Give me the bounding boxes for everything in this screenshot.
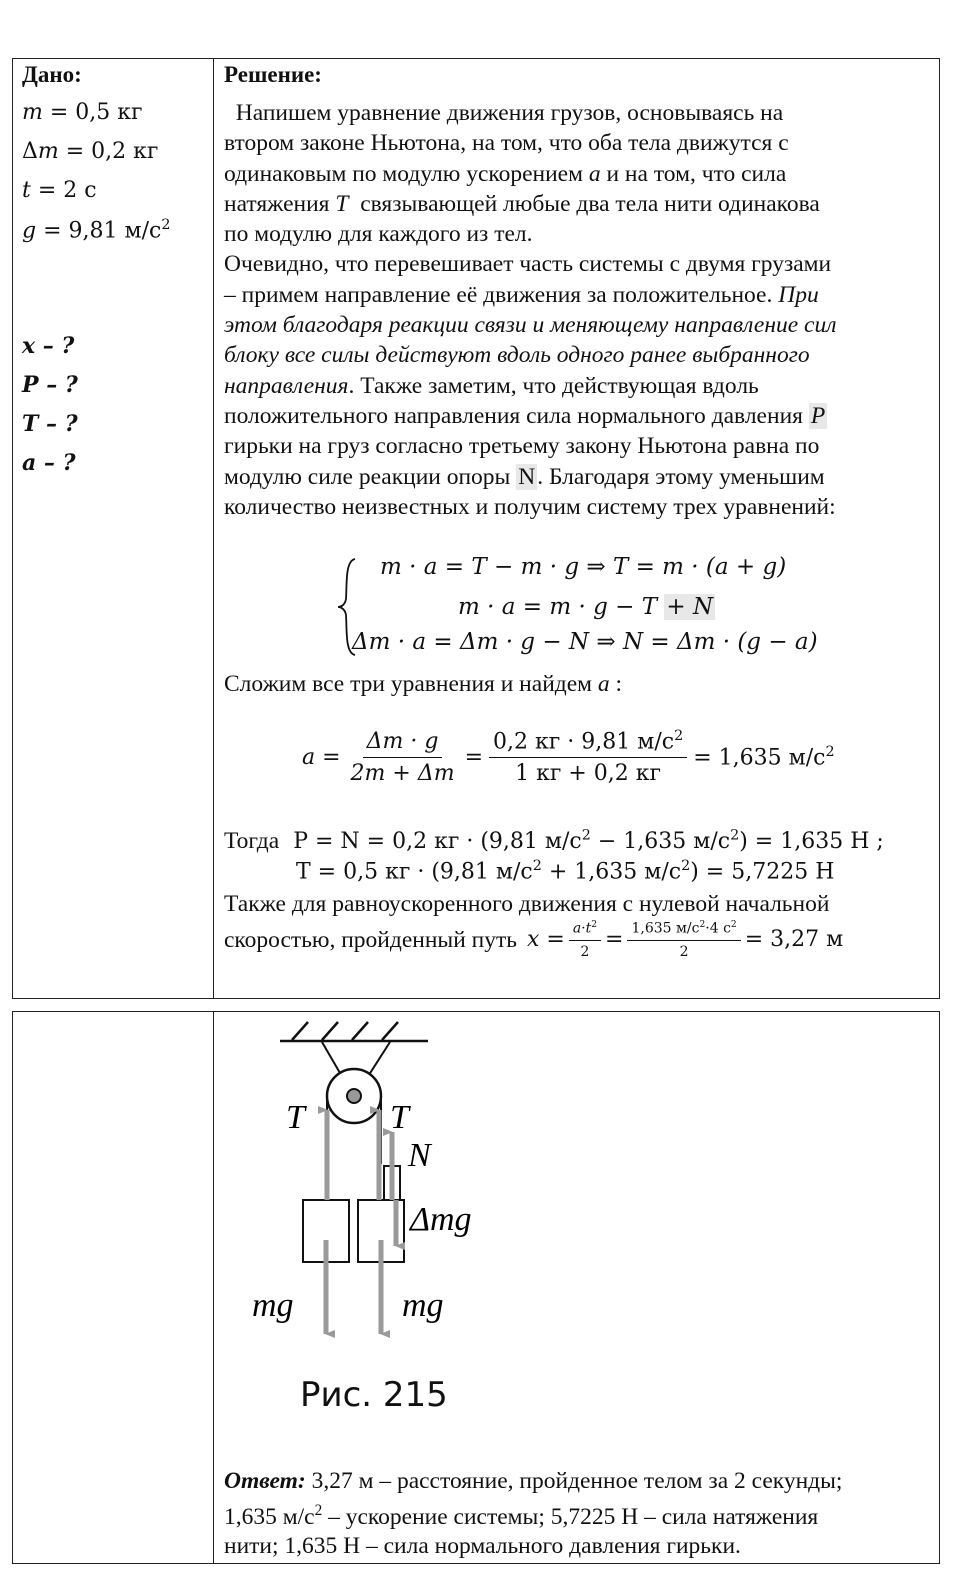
answer-line: Ответ: 3,27 м – расстояние, пройденное телом за 2 секунды;	[224, 1468, 843, 1494]
text-line: направления. Также заметим, что действующая вдоль	[224, 372, 759, 399]
label-t-right: T	[390, 1099, 409, 1136]
label-dmg: Δmg	[410, 1201, 472, 1238]
text-line: количество неизвестных и получим систему трех уравнений:	[224, 493, 836, 520]
unknown-p: P – ?	[22, 372, 78, 398]
equation-1: m · a = T − m · g ⇒ T = m · (a + g)	[380, 554, 787, 580]
given-gravity: g = 9,81 $м/с^2$	[22, 217, 171, 244]
pressure-equation: Тогда P = N = 0,2 кг · (9,81 $м/с^2 - 1,635$ $м/с^2) = 1,635$ Н ;	[224, 827, 884, 854]
equation-3: Δm · a = Δm · g − N ⇒ N = Δm · (g − a)	[352, 629, 818, 655]
pulley-diagram	[230, 1014, 530, 1344]
given-mass: m = 0,5 кг	[22, 100, 143, 125]
equation-2: m · a = m · g − T + N	[458, 594, 714, 620]
figure-caption: Рис. 215	[300, 1375, 448, 1415]
answer	[224, 1467, 842, 1561]
sum-line: Сложим все три уравнения и найдем a :	[224, 671, 623, 697]
table-divider	[213, 58, 214, 999]
unknown-x: x – ?	[22, 333, 75, 359]
acceleration-formula: a = $\frac{\Delta m \cdot g}{2m + \Delta m}$ = $\frac{0,2 кг \cdot 9,81 м/с^2}{1 кг + 0,2 кг}$ = 1,635 $м/с^2$	[302, 728, 835, 787]
given-title: Дано:	[22, 62, 82, 87]
text-line: – примем направление её движения за положительное. При	[224, 281, 819, 308]
text-line: Очевидно, что перевешивает часть системы с двумя грузами	[224, 251, 832, 278]
text-line: одинаковым по модулю ускорением a и на том, что сила	[224, 160, 787, 187]
text-line: Напишем уравнение движения грузов, основываясь на	[224, 100, 784, 126]
table-divider	[213, 1011, 214, 1564]
label-n: N	[408, 1137, 431, 1174]
solution-text	[224, 98, 836, 522]
answer-line: нити; 1,635 Н – сила нормального давления гирьки.	[224, 1532, 741, 1559]
text-line: положительного направления сила нормального давления P	[224, 402, 826, 429]
text-line: модулю силе реакции опоры N. Благодаря этому уменьшим	[224, 463, 825, 490]
path-formula: скоростью, пройденный путь x = $\frac{a\cdot t^2}{2}$ = $\frac{1,635 м/с^2\cdot 4 с^2}{2}$ = 3,27 м	[224, 920, 844, 960]
answer-label: Ответ:	[224, 1468, 306, 1494]
tension-equation: T = 0,5 кг · (9,81 $м/с^2 + 1,635$ $м/с^2) = 5,7225$ Н	[296, 858, 835, 885]
unknown-t: T – ?	[22, 411, 78, 437]
text-line: блоку все силы действуют вдоль одного ранее выбранного	[224, 342, 810, 369]
solution-title: Решение:	[224, 62, 322, 87]
label-t-left: T	[286, 1099, 305, 1136]
text-line: натяжения T связывающей любые два тела нити одинакова	[224, 190, 820, 217]
unknown-a: a – ?	[22, 450, 76, 476]
label-mg-right: mg	[402, 1287, 444, 1324]
text-line: по модулю для каждого из тел.	[224, 221, 533, 248]
text-line: этом благодаря реакции связи и меняющему направление сил	[224, 312, 837, 339]
given-delta-mass: Δm = 0,2 кг	[22, 139, 159, 164]
text-line: Также для равноускоренного движения с нулевой начальной	[224, 891, 830, 917]
answer-line: 1,635 $м/с^2$ – ускорение системы; 5,7225 Н – сила натяжения	[224, 1502, 819, 1530]
given-time: t = 2 с	[22, 178, 97, 203]
label-mg-left: mg	[252, 1287, 294, 1324]
ceiling	[280, 1022, 428, 1041]
text-line: втором законе Ньютона, на том, что оба тела движутся с	[224, 130, 789, 157]
text-line: гирьки на груз согласно третьему закону Ньютона равна по	[224, 433, 820, 460]
